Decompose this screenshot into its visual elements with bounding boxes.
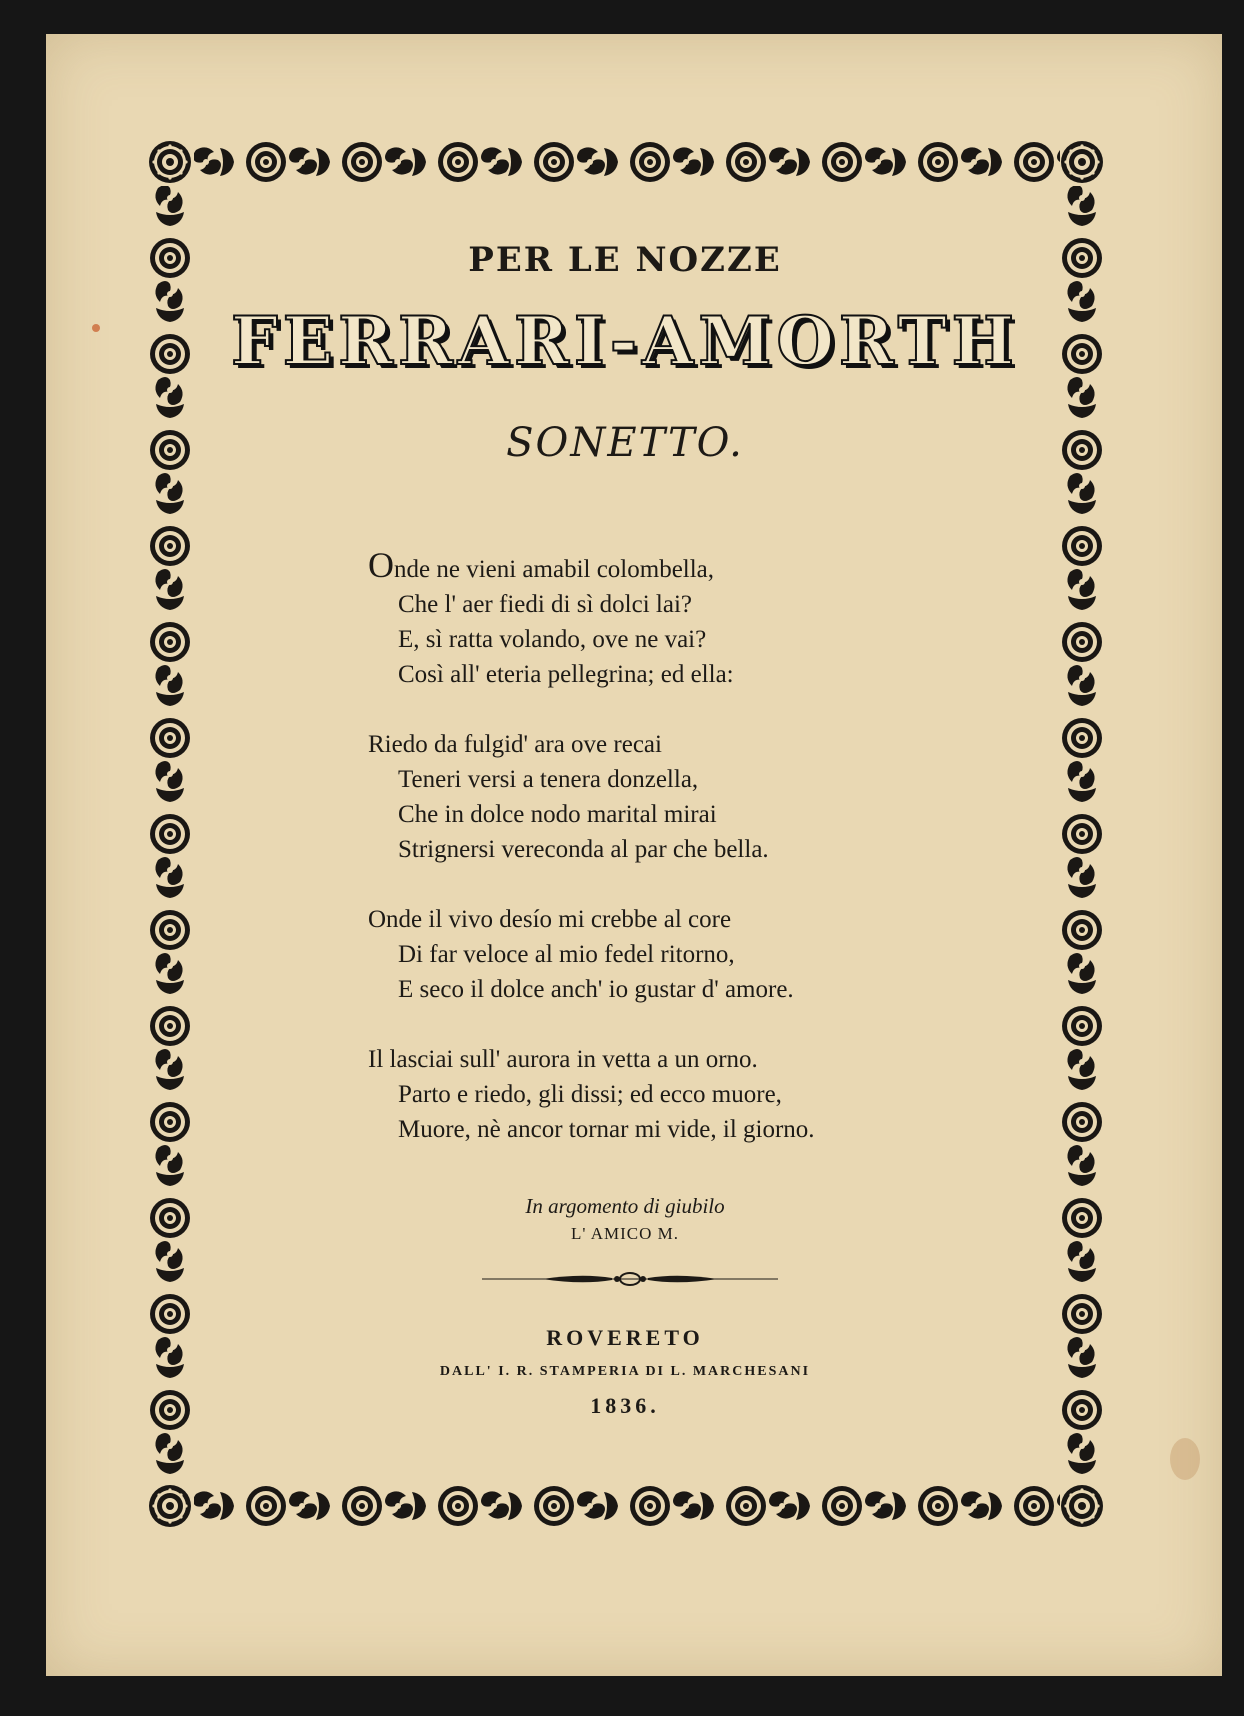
poem-line: Onde il vivo desío mi crebbe al core (368, 906, 732, 933)
poem-line: Riedo da fulgid' ara ove recai (368, 731, 662, 758)
stanza-2 (368, 727, 928, 867)
poem-line: Parto e riedo, gli dissi; ed ecco muore, (398, 1081, 782, 1108)
poem-line: Muore, nè ancor tornar mi vide, il giorno. (398, 1116, 815, 1143)
poem-line: Di far veloce al mio fedel ritorno, (398, 941, 735, 968)
poem-line: Il lasciai sull' aurora in vetta a un orno. (368, 1046, 758, 1073)
poem-line (368, 545, 928, 587)
poem-body (368, 545, 928, 1182)
imprint-printer: DALL' I. R. STAMPERIA DI L. MARCHESANI (439, 1364, 811, 1379)
form-heading: SONETTO. (506, 420, 744, 466)
poem-line: E, sì ratta volando, ove ne vai? (398, 626, 707, 653)
stanza-4 (368, 1042, 928, 1147)
names-heading: FERRARI-AMORTH (230, 302, 1020, 380)
signature-author: L' AMICO M. (570, 1224, 680, 1243)
poem-line: Che l' aer fiedi di sì dolci lai? (398, 591, 692, 618)
decorative-rule (482, 1270, 778, 1288)
signature-dedication: In argomento di giubilo (525, 1194, 725, 1218)
poem-line: Strignersi vereconda al par che bella. (398, 836, 769, 863)
poem-line: E seco il dolce anch' io gustar d' amore. (398, 976, 794, 1003)
imprint-city: ROVERETO (546, 1325, 704, 1350)
stanza-3 (368, 902, 928, 1007)
signature-block (200, 1192, 1050, 1248)
paper-stain (1170, 1438, 1200, 1480)
occasion-heading: PER LE NOZZE (468, 240, 782, 280)
poem-line-text: nde ne vieni amabil colombella, (394, 556, 715, 583)
imprint-year: 1836. (590, 1393, 660, 1418)
poem-line: Teneri versi a tenera donzella, (398, 766, 699, 793)
stanza-1 (368, 545, 928, 692)
paper-stain (92, 324, 100, 332)
drop-cap: O (368, 545, 394, 585)
imprint-block (200, 1320, 1050, 1424)
poem-line: Che in dolce nodo marital mirai (398, 801, 717, 828)
poem-line: Così all' eteria pellegrina; ed ella: (398, 661, 734, 688)
